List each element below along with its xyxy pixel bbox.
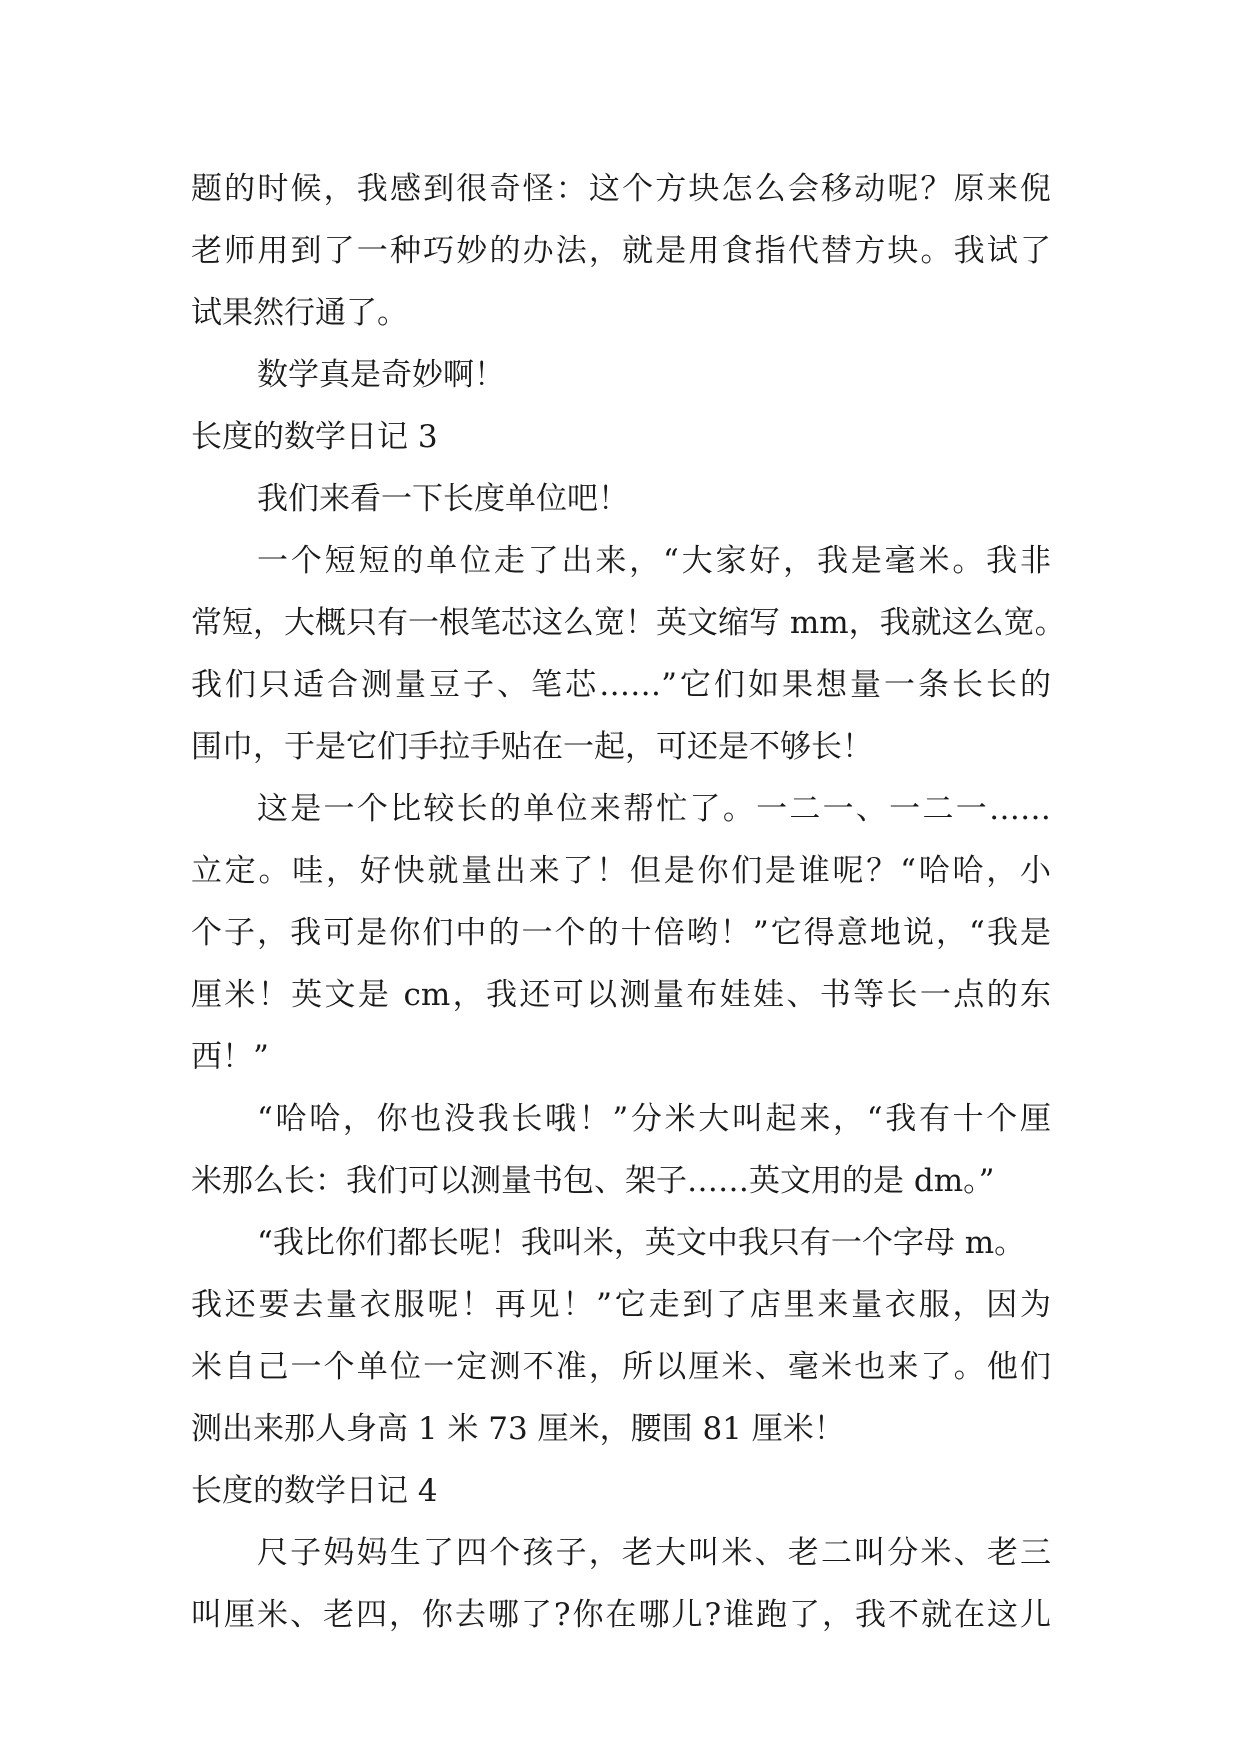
paragraph-line: 个子，我可是你们中的一个的十倍哟！”它得意地说，“我是 xyxy=(191,915,1051,951)
section-heading: 长度的数学日记 4 xyxy=(191,1473,438,1509)
section-heading: 长度的数学日记 3 xyxy=(191,419,438,455)
document-body xyxy=(191,158,1066,1646)
paragraph-line: 老师用到了一种巧妙的办法，就是用食指代替方块。我试了 xyxy=(191,233,1051,269)
paragraph-line: “我比你们都长呢！我叫米，英文中我只有一个字母 m。 xyxy=(257,1225,1026,1261)
paragraph-line: 西！” xyxy=(191,1039,269,1075)
paragraph-line: 试果然行通了。 xyxy=(191,295,408,331)
paragraph-line: 这是一个比较长的单位来帮忙了。一二一、一二一…… xyxy=(257,791,1051,827)
paragraph-line: 叫厘米、老四，你去哪了?你在哪儿?谁跑了，我不就在这儿 xyxy=(191,1597,1051,1633)
paragraph-line: 常短，大概只有一根笔芯这么宽！英文缩写 mm，我就这么宽。 xyxy=(191,605,1066,641)
paragraph-line: 我们来看一下长度单位吧！ xyxy=(257,481,629,517)
paragraph-line: 题的时候，我感到很奇怪：这个方块怎么会移动呢？原来倪 xyxy=(191,171,1051,207)
paragraph-line: 一个短短的单位走了出来，“大家好，我是毫米。我非 xyxy=(257,543,1051,579)
paragraph-line: 厘米！英文是 cm，我还可以测量布娃娃、书等长一点的东 xyxy=(191,977,1051,1013)
paragraph-line: 围巾，于是它们手拉手贴在一起，可还是不够长！ xyxy=(191,729,873,765)
paragraph-line: “哈哈，你也没我长哦！”分米大叫起来，“我有十个厘 xyxy=(257,1101,1051,1137)
paragraph-line: 我还要去量衣服呢！再见！”它走到了店里来量衣服，因为 xyxy=(191,1287,1051,1323)
paragraph-line: 我们只适合测量豆子、笔芯……”它们如果想量一条长长的 xyxy=(191,667,1051,703)
paragraph-line: 测出来那人身高 1 米 73 厘米，腰围 81 厘米！ xyxy=(191,1411,845,1447)
paragraph-line: 米那么长：我们可以测量书包、架子……英文用的是 dm。” xyxy=(191,1163,995,1199)
paragraph-line: 米自己一个单位一定测不准，所以厘米、毫米也来了。他们 xyxy=(191,1349,1051,1385)
paragraph-line: 尺子妈妈生了四个孩子，老大叫米、老二叫分米、老三 xyxy=(257,1535,1051,1571)
paragraph-line: 立定。哇，好快就量出来了！但是你们是谁呢？“哈哈，小 xyxy=(191,853,1051,889)
paragraph-line: 数学真是奇妙啊！ xyxy=(257,357,505,393)
